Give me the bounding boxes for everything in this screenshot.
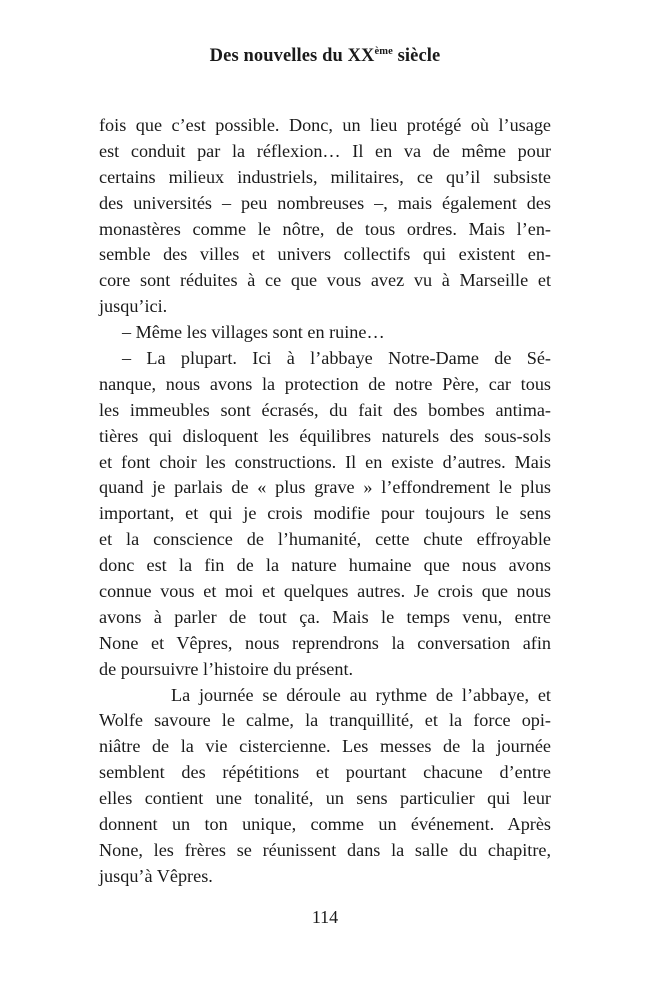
- text-line: jusqu’ici.: [99, 296, 168, 317]
- text-line: et font choir les constructions. Il en existe d’autres. Mais: [99, 451, 551, 472]
- text-line: semble des villes et univers collectifs qui existent en-: [99, 244, 551, 265]
- text-line: monastères comme le nôtre, de tous ordres. Mais l’en-: [99, 218, 551, 239]
- text-line: niâtre de la vie cistercienne. Les messes de la journée: [99, 736, 551, 757]
- text-line: None et Vêpres, nous reprendrons la conversation afin: [99, 632, 551, 653]
- paragraph-first-line: La journée se déroule au rythme de l’abbaye, et: [171, 684, 551, 705]
- text-line: None, les frères se réunissent dans la salle du chapitre,: [99, 839, 551, 860]
- text-line: Wolfe savoure le calme, la tranquillité, et la force opi-: [99, 710, 551, 731]
- text-line: est conduit par la réflexion… Il en va de même pour: [99, 140, 551, 161]
- text-line: jusqu’à Vêpres.: [99, 865, 213, 886]
- dialogue-line: – Même les villages sont en ruine…: [122, 322, 385, 343]
- header-title-rest: siècle: [392, 46, 441, 66]
- text-line: important, et qui je crois modifie pour toujours le sens: [99, 503, 551, 524]
- text-line: core sont réduites à ce que vous avez vu à Marseille et: [99, 270, 551, 291]
- text-line: les immeubles sont écrasés, du fait des bombes antima-: [99, 399, 551, 420]
- text-line: et la conscience de l’humanité, cette chute effroyable: [99, 529, 551, 550]
- text-line: certains milieux industriels, militaires, ce qu’il subsiste: [99, 166, 551, 187]
- text-line: semblent des répétitions et pourtant chacune d’entre: [99, 762, 551, 783]
- text-line: des universités – peu nombreuses –, mais également des: [99, 192, 551, 213]
- running-header: [0, 46, 650, 67]
- header-title-superscript: ème: [374, 46, 393, 57]
- dialogue-line: – La plupart. Ici à l’abbaye Notre-Dame de Sé-: [122, 348, 551, 369]
- text-line: donnent un ton unique, comme un événement. Après: [99, 814, 551, 835]
- text-line: tières qui disloquent les équilibres naturels des sous-sols: [99, 425, 551, 446]
- body-text: [99, 113, 551, 890]
- header-title-main: Des nouvelles du XX: [209, 46, 375, 66]
- text-line: nanque, nous avons la protection de notre Père, car tous: [99, 373, 551, 394]
- page-number: 114: [311, 907, 339, 927]
- text-line: donc est la fin de la nature humaine que nous avons: [99, 555, 551, 576]
- text-line: avons à parler de tout ça. Mais le temps venu, entre: [99, 606, 551, 627]
- text-line: quand je parlais de « plus grave » l’effondrement le plus: [99, 477, 551, 498]
- text-line: de poursuivre l’histoire du présent.: [99, 658, 354, 679]
- text-line: connue vous et moi et quelques autres. Je crois que nous: [99, 581, 551, 602]
- text-line: elles contient une tonalité, un sens particulier qui leur: [99, 788, 551, 809]
- text-line: fois que c’est possible. Donc, un lieu protégé où l’usage: [99, 115, 551, 135]
